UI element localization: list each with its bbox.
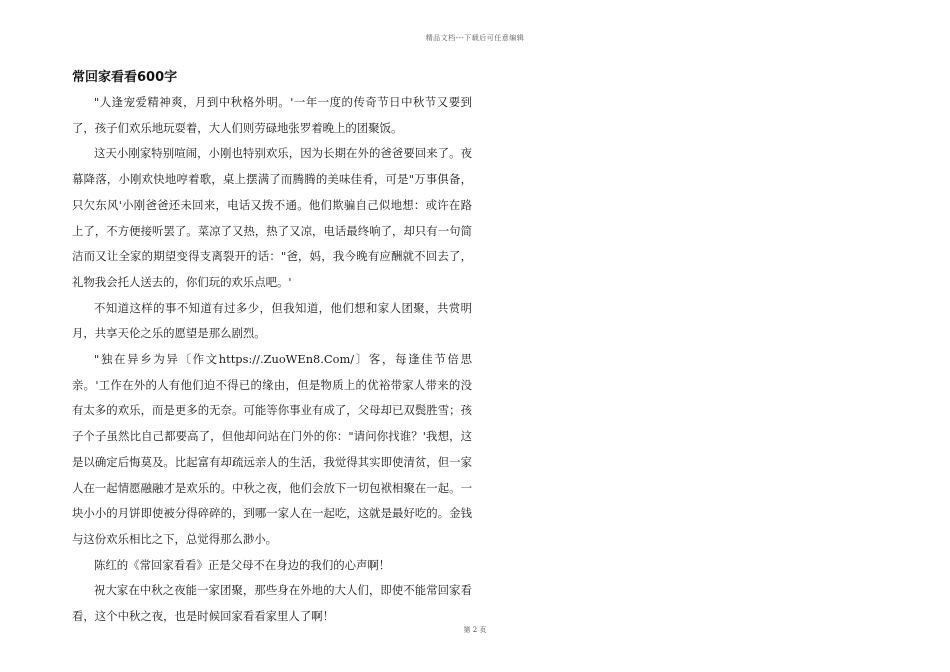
paragraph: 陈红的《常回家看看》正是父母不在身边的我们的心声啊！ [94,557,391,572]
paragraph: "独在异乡为异〔作文https://.ZuoWEn8.Com/〕客，每逢佳节倍思亲。'工作在外的人有他们迫不得已的缘由，但是物质上的优裕带家人带来的没有太多的欢乐，而是更多的无奈。可能等你事业有成了，父母却已双鬓胜雪；孩子个子虽然比自己都要高了，但他却问站在门外的你："请问你找谁？'我想，这是以确定后悔莫及。比起富有却疏远亲人的生活，我觉得其实即使清贫，但一家人在一起情愿融融才是欢乐的。中秋之夜，他们会放下一切包袱相聚在一起。一块小小的月饼即使被分得碎碎的，到哪一家人在一起吃，这就是最好吃的。金钱与这份欢乐相比之下，总觉得那么渺小。 [72,352,472,546]
document-title: 常回家看看600字 [72,70,178,85]
paragraph: 这天小刚家特别喧闹，小刚也特别欢乐，因为长期在外的爸爸要回来了。夜幕降落，小刚欢快地哼着歌，桌上摆满了而腾腾的美味佳肴，可是"万事俱备，只欠东风'小刚爸爸还未回来，电话又拨不通。他们欺骗自己似地想：或许在路上了，不方便接听罢了。菜凉了又热，热了又凉，电话最终响了，却只有一句简洁而又让全家的期望变得支离裂开的话："爸，妈，我今晚有应酬就不回去了，礼物我会托人送去的，你们玩的欢乐点吧。' [72,146,472,289]
paragraph: 不知道这样的事不知道有过多少，但我知道，他们想和家人团聚，共赏明月，共享天伦之乐的愿望是那么剧烈。 [72,300,472,341]
document-body [72,90,472,630]
page-header: 精品文档---下载后可任意编辑 [425,34,525,42]
page-number: 第 2 页 [463,626,487,634]
paragraph: 祝大家在中秋之夜能一家团聚，那些身在外地的大人们，即使不能常回家看看，这个中秋之夜，也是时候回家看看家里人了啊！ [72,583,472,624]
paragraph: "人逢宠爱精神爽，月到中秋格外明。'一年一度的传奇节日中秋节又要到了，孩子们欢乐地玩耍着，大人们则劳碌地张罗着晚上的团聚饭。 [72,95,472,135]
